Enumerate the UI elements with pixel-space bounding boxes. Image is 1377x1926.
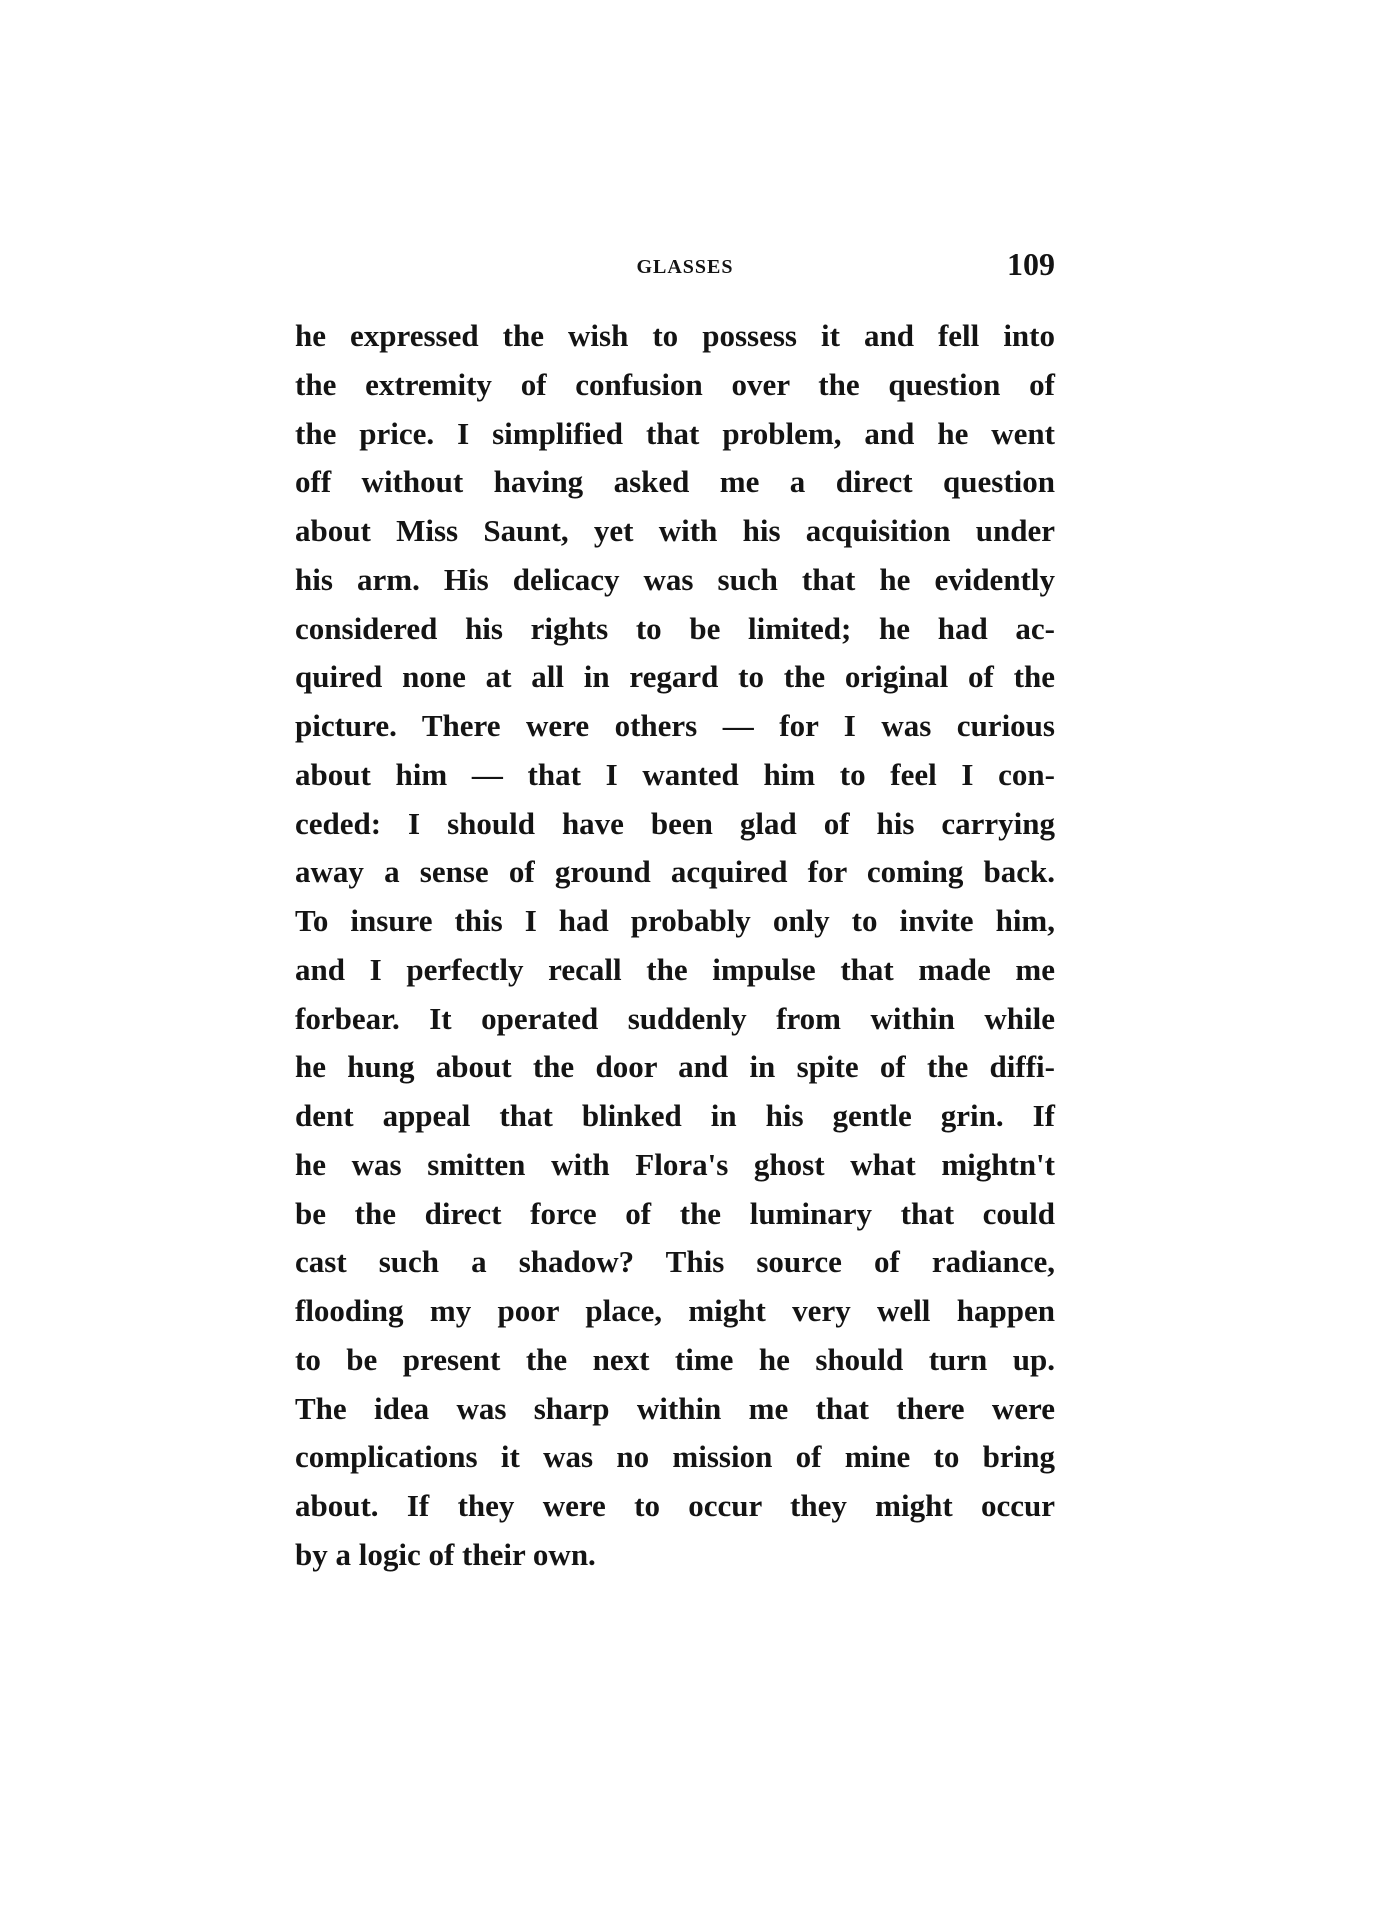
text-line: picture. There were others — for I was curious <box>295 708 1055 743</box>
page-body-text <box>295 316 1055 1584</box>
text-line: be the direct force of the luminary that could <box>295 1195 1055 1231</box>
page-header <box>295 246 1055 286</box>
text-line: To insure this I had probably only to invite him, <box>295 903 1055 938</box>
text-line: and I perfectly recall the impulse that made me <box>295 951 1055 987</box>
text-line: complications it was no mission of mine to bring <box>295 1439 1055 1475</box>
text-line: his arm. His delicacy was such that he evidently <box>295 561 1055 597</box>
text-line: forbear. It operated suddenly from within while <box>295 1000 1055 1036</box>
text-line: cast such a shadow? This source of radiance, <box>295 1244 1055 1280</box>
text-line: he hung about the door and in spite of the diffi- <box>295 1049 1055 1085</box>
text-line: he expressed the wish to possess it and fell into <box>295 318 1055 353</box>
text-line: about Miss Saunt, yet with his acquisition under <box>295 513 1055 548</box>
text-line: considered his rights to be limited; he had ac- <box>295 610 1055 646</box>
text-line: The idea was sharp within me that there were <box>295 1390 1055 1426</box>
text-line: ceded: I should have been glad of his carrying <box>295 805 1055 841</box>
text-line: to be present the next time he should turn up. <box>295 1341 1055 1377</box>
text-line: flooding my poor place, might very well happen <box>295 1293 1055 1328</box>
text-line: the price. I simplified that problem, and he went <box>295 415 1055 451</box>
text-line: by a logic of their own. <box>295 1536 596 1572</box>
text-line: off without having asked me a direct question <box>295 464 1055 500</box>
text-line: he was smitten with Flora's ghost what mightn't <box>295 1146 1055 1182</box>
text-line: the extremity of confusion over the question of <box>295 366 1055 402</box>
text-line: away a sense of ground acquired for coming back. <box>295 854 1055 890</box>
text-line: about him — that I wanted him to feel I con- <box>295 756 1055 792</box>
text-line: quired none at all in regard to the original of the <box>295 659 1055 695</box>
page-number: 109 <box>1007 246 1055 282</box>
running-title: GLASSES <box>636 256 734 278</box>
text-line: about. If they were to occur they might occur <box>295 1488 1055 1523</box>
text-line: dent appeal that blinked in his gentle grin. If <box>295 1098 1055 1133</box>
